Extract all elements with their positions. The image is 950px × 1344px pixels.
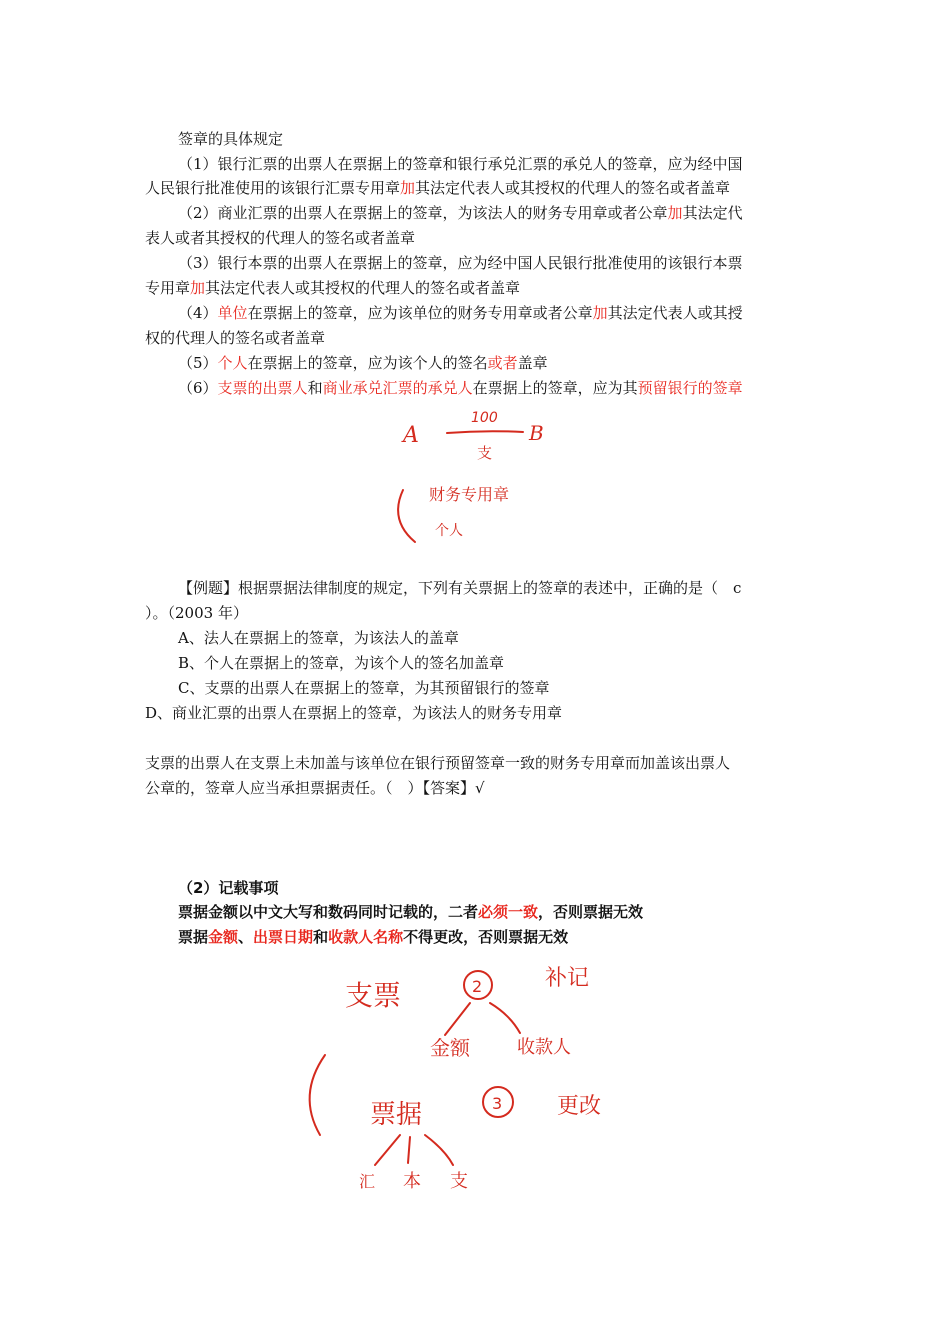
sketch-draft-word: 汇	[359, 1172, 376, 1191]
sketch-promissory-word: 本	[403, 1171, 421, 1192]
item-1-line-2: 人民银行批准使用的该银行汇票专用章加其法定代表人或其授权的代理人的签名或者盖章	[145, 179, 731, 197]
item-4-line-1: （4）单位在票据上的签章，应为该单位的财务专用章或者公章加其法定代表人或其授	[178, 304, 743, 322]
handwritten-sketch-signatures	[395, 400, 565, 560]
section-2-title: （2）记载事项	[178, 879, 279, 897]
option-c: C、支票的出票人在票据上的签章，为其预留银行的签章	[178, 679, 550, 697]
item-2-line-2: 表人或者其授权的代理人的签名或者盖章	[145, 229, 416, 247]
sketch-payee-word: 收款人	[517, 1037, 571, 1058]
judgement-line-2: 公章的，签章人应当承担票据责任。（ ）【答案】√	[145, 779, 485, 797]
example-question-line-1: 【例题】根据票据法律制度的规定，下列有关票据上的签章的表述中，正确的是（ c	[178, 579, 742, 597]
option-a: A、法人在票据上的签章，为该法人的盖章	[178, 629, 459, 647]
handwritten-sketch-record-items	[295, 955, 635, 1200]
item-6-line: （6）支票的出票人和商业承兑汇票的承兑人在票据上的签章，应为其预留银行的签章	[178, 379, 743, 397]
sketch-b-label: B	[529, 421, 544, 445]
sketch-change-word: 更改	[557, 1094, 602, 1119]
sketch-seal-label: 财务专用章	[429, 485, 510, 504]
section-2-rule-2: 票据金额、出票日期和收款人名称不得更改，否则票据无效	[178, 928, 569, 946]
sketch-person-label: 个人	[435, 523, 463, 539]
item-3-line-1: （3）银行本票的出票人在票据上的签章，应为经中国人民银行批准使用的该银行本票	[178, 254, 743, 272]
sketch-supplement-word: 补记	[545, 966, 590, 991]
item-1-line-1: （1）银行汇票的出票人在票据上的签章和银行承兑汇票的承兑人的签章，应为经中国	[178, 155, 743, 173]
option-d: D、商业汇票的出票人在票据上的签章，为该法人的财务专用章	[145, 704, 563, 722]
sketch-amount-word: 金额	[430, 1036, 470, 1060]
item-4-line-2: 权的代理人的签名或者盖章	[145, 329, 326, 347]
item-2-line-1: （2）商业汇票的出票人在票据上的签章，为该法人的财务专用章或者公章加其法定代	[178, 204, 743, 222]
item-3-line-2: 专用章加其法定代表人或其授权的代理人的签名或者盖章	[145, 279, 521, 297]
judgement-line-1: 支票的出票人在支票上未加盖与该单位在银行预留签章一致的财务专用章而加盖该出票人	[145, 754, 731, 772]
sketch-circle-3: 3	[492, 1094, 503, 1113]
sketch-bill-word: 票据	[370, 1100, 423, 1130]
option-b: B、个人在票据上的签章，为该个人的签名加盖章	[178, 654, 505, 672]
item-5-line: （5）个人在票据上的签章，应为该个人的签名或者盖章	[178, 354, 548, 372]
sketch-cheque-word: 支	[450, 1171, 468, 1192]
section-2-rule-1: 票据金额以中文大写和数码同时记载的，二者必须一致，否则票据无效	[178, 903, 644, 921]
sketch-check-word: 支票	[345, 979, 402, 1012]
sketch-circle-2: 2	[472, 977, 483, 996]
sketch-amount-label: 100	[471, 410, 498, 426]
example-question-line-2: ）。（2003 年）	[145, 604, 248, 622]
sketch-check-label: 支	[477, 444, 493, 462]
section-title: 签章的具体规定	[178, 130, 284, 148]
sketch-a-label: A	[403, 423, 419, 448]
